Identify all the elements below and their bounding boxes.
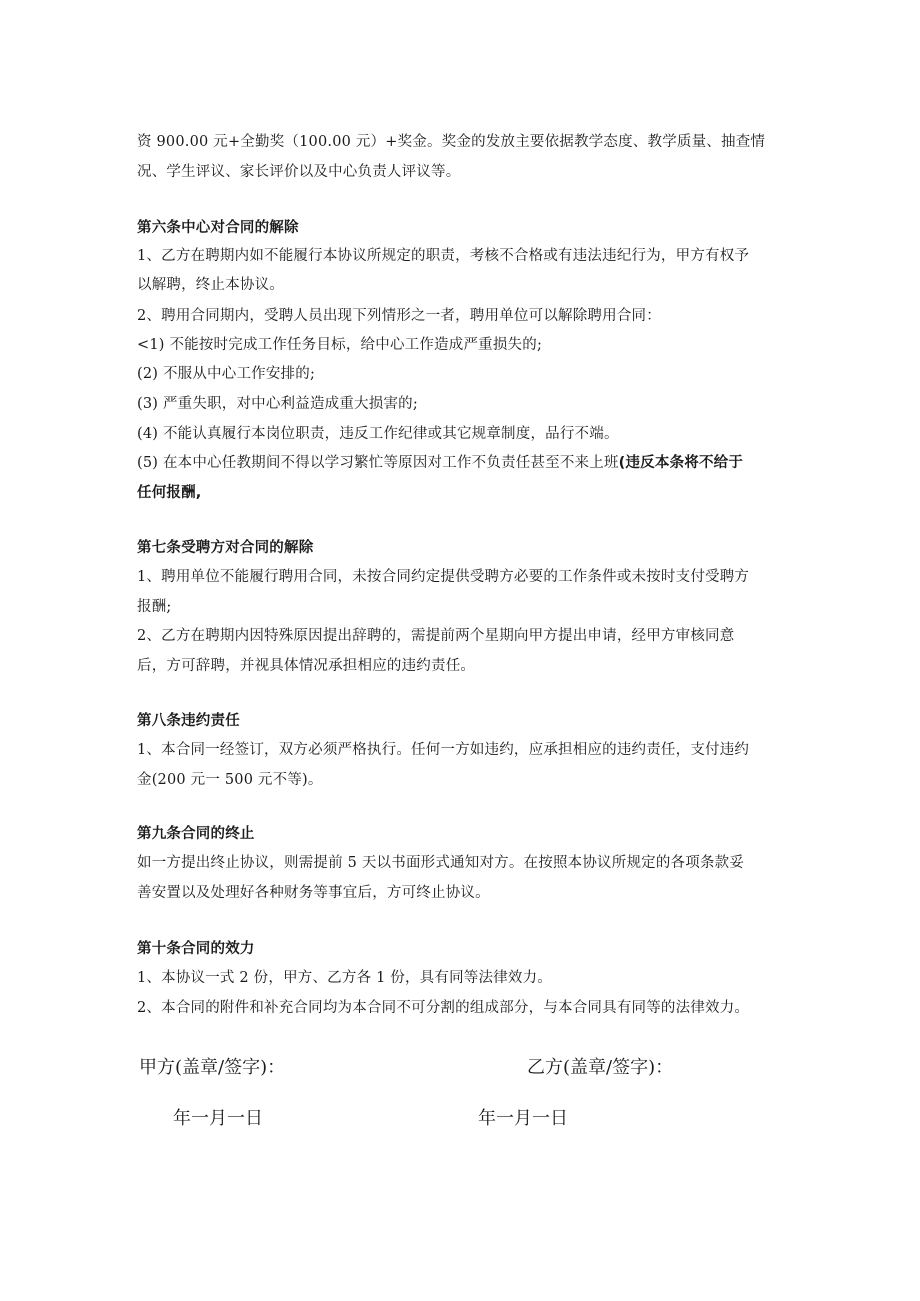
party-b-date: 年一月一日: [478, 1108, 568, 1129]
section6-item3: (3) 严重失职，对中心利益造成重大损害的;: [137, 396, 418, 412]
section6-p1-line1: 1、乙方在聘期内如不能履行本协议所规定的职责，考核不合格或有违法违纪行为，甲方有权予: [137, 248, 750, 264]
section6-item5-bold: (违反本条将不给于: [618, 455, 744, 471]
section6-p1-line2: 以解聘，终止本协议。: [137, 277, 284, 293]
section6-item5-normal: (5) 在本中心任教期间不得以学习繁忙等原因对工作不负责任甚至不来上班: [137, 455, 619, 471]
section6-p2: 2、聘用合同期内，受聘人员出现下列情形之一者，聘用单位可以解除聘用合同：: [137, 308, 661, 324]
section8-title: 第八条违约责任: [137, 713, 240, 729]
party-b-signature-label: 乙方(盖章/签字)：: [527, 1057, 674, 1078]
party-a-signature-label: 甲方(盖章/签字)：: [139, 1057, 286, 1078]
section5-line1: 资 900.00 元+全勤奖（100.00 元）+奖金。奖金的发放主要依据教学态度、教学质量、抽查情: [137, 134, 766, 150]
section9-title: 第九条合同的终止: [137, 826, 255, 842]
party-a-date: 年一月一日: [173, 1108, 263, 1129]
section10-p1: 1、本协议一式 2 份，甲方、乙方各 1 份，具有同等法律效力。: [137, 970, 553, 986]
section5-line2: 况、学生评议、家长评价以及中心负责人评议等。: [137, 164, 461, 180]
document-page: [137, 0, 787, 1301]
section8-p1-line2: 金(200 元一 500 元不等)。: [137, 772, 323, 788]
section9-p1-line1: 如一方提出终止协议，则需提前 5 天以书面形式通知对方。在按照本协议所规定的各项条款妥: [137, 855, 745, 871]
section7-p1-line1: 1、聘用单位不能履行聘用合同，未按合同约定提供受聘方必要的工作条件或未按时支付受聘方: [137, 569, 750, 585]
section9-p1-line2: 善安置以及处理好各种财务等事宜后，方可终止协议。: [137, 885, 490, 901]
section6-item5-line2: 任何报酬,: [137, 485, 202, 501]
section6-title: 第六条中心对合同的解除: [137, 220, 299, 236]
section6-item2: (2) 不服从中心工作安排的;: [137, 366, 316, 382]
section7-title: 第七条受聘方对合同的解除: [137, 540, 314, 556]
section10-title: 第十条合同的效力: [137, 941, 255, 957]
section10-p2: 2、本合同的附件和补充合同均为本合同不可分割的组成部分，与本合同具有同等的法律效力。: [137, 1000, 750, 1016]
section7-p1-line2: 报酬;: [137, 599, 172, 615]
section7-p2-line1: 2、乙方在聘期内因特殊原因提出辞聘的，需提前两个星期向甲方提出申请，经甲方审核同意: [137, 628, 735, 644]
section6-item5: [137, 453, 743, 473]
section7-p2-line2: 后，方可辞聘，并视具体情况承担相应的违约责任。: [137, 658, 476, 674]
section6-item4: (4) 不能认真履行本岗位职责，违反工作纪律或其它规章制度，品行不端。: [137, 426, 619, 442]
section8-p1-line1: 1、本合同一经签订，双方必须严格执行。任何一方如违约，应承担相应的违约责任，支付违约: [137, 742, 750, 758]
section6-item1: <1) 不能按时完成工作任务目标，给中心工作造成严重损失的;: [137, 337, 543, 353]
